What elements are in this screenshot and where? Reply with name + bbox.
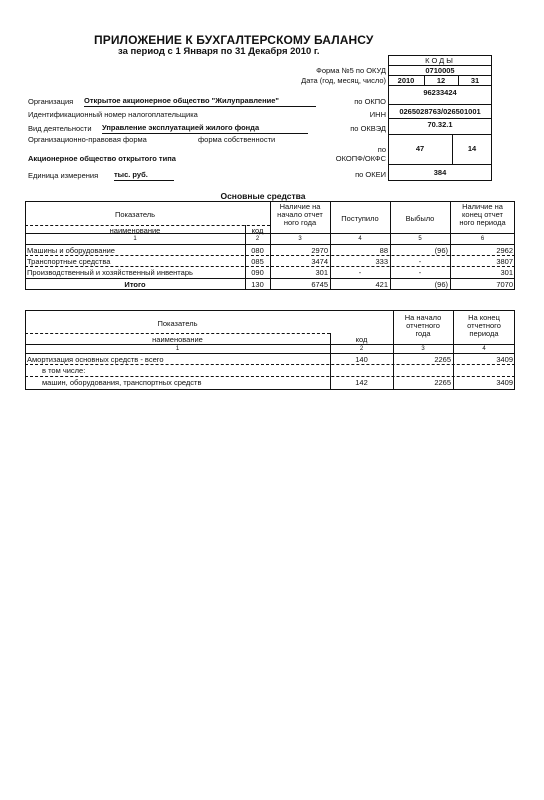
t1-head-code: код [251, 226, 264, 235]
org-label: Организация [28, 97, 74, 106]
date-year: 2010 [397, 76, 415, 85]
row-received: 88 [379, 246, 388, 255]
unit-label: Единица измерения [28, 171, 99, 180]
row-name: Транспортные средства [27, 257, 111, 266]
row-received: - [358, 268, 362, 277]
t1-colnum-2: 2 [255, 236, 260, 242]
activity-label: Вид деятельности [28, 124, 92, 133]
row-start: 301 [315, 268, 328, 277]
total-end: 7070 [496, 280, 513, 289]
row-code: 142 [355, 378, 368, 387]
t2-head-start-1: На начало [404, 313, 442, 322]
t2-head-start-2: отчетного [406, 321, 440, 330]
row-name: Амортизация основных средств - всего [27, 355, 164, 364]
okopf-label-1: по [377, 145, 386, 154]
row-start: 2265 [434, 378, 451, 387]
row-code: 080 [251, 246, 264, 255]
date-month: 12 [436, 76, 446, 85]
okpo-code: 96233424 [423, 88, 457, 97]
total-name: Итого [124, 280, 146, 289]
row-start: 2970 [311, 246, 328, 255]
t2-head-code: код [355, 335, 368, 344]
row-code: 090 [251, 268, 264, 277]
row-disposed: (96) [434, 246, 448, 255]
row-name: машин, оборудования, транспортных средств [42, 378, 202, 387]
okved-label: по ОКВЭД [350, 124, 386, 133]
page-title: ПРИЛОЖЕНИЕ К БУХГАЛТЕРСКОМУ БАЛАНСУ [94, 33, 374, 47]
t1-head-start-1: Наличие на [279, 202, 321, 211]
okopf-code: 47 [415, 144, 425, 153]
t2-colnum-2: 2 [359, 346, 364, 352]
total-disposed: (96) [434, 280, 448, 289]
row-name: в том числе: [42, 366, 86, 375]
row-name: Производственный и хозяйственный инвентарь [27, 268, 193, 277]
inn-label: Идентификационный номер налогоплательщика [28, 110, 198, 119]
row-end: 2962 [496, 246, 513, 255]
org-name: Открытое акционерное общество "Жилуправление" [84, 97, 316, 107]
t1-colnum-6: 6 [480, 236, 485, 242]
okved-code: 70.32.1 [427, 120, 453, 129]
ownership-label: форма собственности [198, 135, 276, 144]
t1-head-received: Поступило [341, 214, 379, 223]
t2-colnum-3: 3 [421, 346, 425, 352]
t1-colnum-4: 4 [358, 236, 362, 242]
row-end: 3409 [496, 355, 513, 364]
row-start: 2265 [434, 355, 451, 364]
okpo-label: по ОКПО [354, 97, 386, 106]
t1-colnum-3: 3 [298, 236, 302, 242]
legal-form-value: Акционерное общество открытого типа [28, 154, 176, 163]
date-day: 31 [470, 76, 480, 85]
row-name: Машины и оборудование [27, 246, 115, 255]
date-label: Дата (год, месяц, число) [301, 76, 386, 85]
t2-colnum-1: 1 [175, 346, 180, 352]
unit-value: тыс. руб. [114, 171, 174, 181]
row-end: 301 [500, 268, 513, 277]
okud-label: Форма №5 по ОКУД [316, 66, 386, 75]
t1-head-end-3: ного периода [459, 218, 506, 227]
t1-head-end-2: конец отчет [462, 210, 503, 219]
t2-colnum-4: 4 [482, 346, 486, 352]
total-received: 421 [375, 280, 388, 289]
t2-head-start-3: года [415, 329, 431, 338]
row-received: 333 [375, 257, 388, 266]
row-code: 085 [251, 257, 264, 266]
activity-value: Управление эксплуатацией жилого фонда [102, 124, 308, 134]
inn-code: 0265028763/026501001 [399, 107, 481, 116]
legal-form-label: Организационно-правовая форма [28, 135, 147, 144]
total-code: 130 [251, 280, 264, 289]
row-code: 140 [355, 355, 368, 364]
t1-head-indicator: Показатель [114, 210, 156, 219]
t1-head-start-3: ного года [283, 218, 317, 227]
t1-head-start-2: начало отчет [277, 210, 323, 219]
t2-head-indicator: Показатель [157, 319, 198, 328]
row-end: 3807 [496, 257, 513, 266]
t2-head-name: наименование [152, 335, 203, 344]
t2-head-end-2: отчетного [467, 321, 501, 330]
total-start: 6745 [311, 280, 328, 289]
page-subtitle: за период с 1 Января по 31 Декабря 2010 г. [118, 46, 320, 57]
row-end: 3409 [496, 378, 513, 387]
okfs-code: 14 [467, 144, 477, 153]
inn-code-label: ИНН [369, 110, 386, 119]
okei-label: по ОКЕИ [355, 170, 386, 179]
okopf-label-2: ОКОПФ/ОКФС [335, 154, 386, 163]
row-start: 3474 [311, 257, 328, 266]
t1-head-end-1: Наличие на [462, 202, 503, 211]
t2-head-end-3: периода [469, 329, 499, 338]
t1-head-name: наименование [109, 226, 161, 235]
codes-header: КОДЫ [425, 56, 455, 65]
t1-colnum-1: 1 [133, 236, 137, 242]
okei-code: 384 [433, 168, 447, 177]
t1-head-disposed: Выбыло [405, 214, 435, 223]
okud-code: 0710005 [425, 66, 455, 75]
t2-head-end-1: На конец [468, 313, 500, 322]
table1-title: Основные средства [220, 191, 306, 201]
row-disposed: - [418, 257, 422, 266]
row-disposed: - [418, 268, 422, 277]
t1-colnum-5: 5 [418, 236, 422, 242]
